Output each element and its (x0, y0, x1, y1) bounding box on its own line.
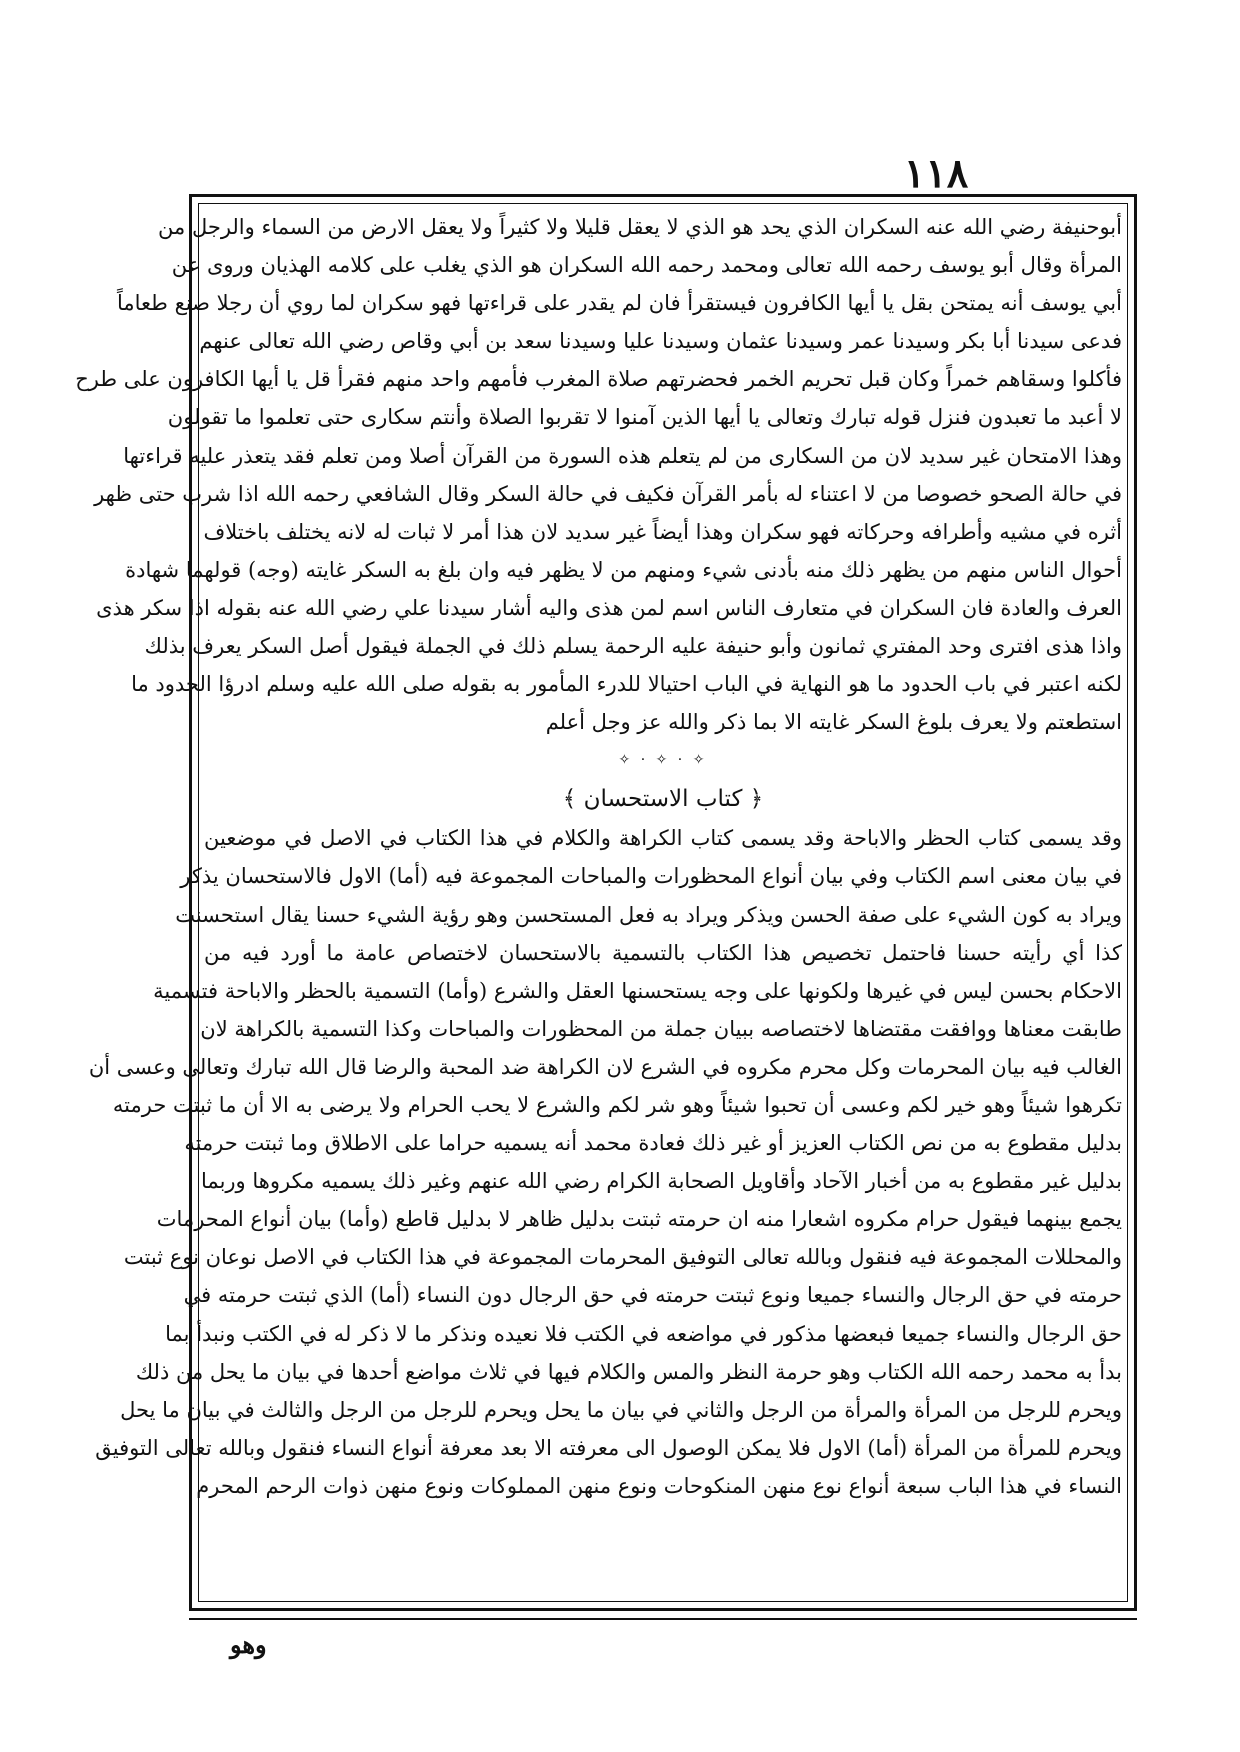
text-line: في بيان معنى اسم الكتاب وفي بيان أنواع المحظورات والمباحات المجموعة فيه (أما) الاول فالاستحسان يذكر (180, 864, 1122, 889)
text-line: في حالة الصحو خصوصا من لا اعتناء له بأمر القرآن فكيف في حالة السكر وقال الشافعي رحمه الله اذا شرب حتى ظهر (94, 481, 1122, 506)
text-line: بدليل غير مقطوع به من أخبار الآحاد وأقاويل الصحابة الكرام رضي الله عنهم وغير ذلك يسميه مكروها وربما (201, 1169, 1122, 1194)
text-line: استطعتم ولا يعرف بلوغ السكر غايته الا بما ذكر والله عز وجل أعلم (545, 710, 1122, 735)
text-line: فدعى سيدنا أبا بكر وسيدنا عمر وسيدنا عثمان وسيدنا عليا وسيدنا سعد بن أبي وقاص رضي الله تعالى عنهم (199, 329, 1122, 354)
text-line: والمحللات المجموعة فيه فنقول وبالله تعالى التوفيق المحرمات المجموعة في هذا الكتاب في الاصل نوعان نوع ثبتت (123, 1245, 1122, 1270)
text-line: لكنه اعتبر في باب الحدود ما هو النهاية في الباب احتيالا للدرء المأمور به بقوله صلى الله عليه وسلم ادرؤا الحدود ما (131, 672, 1122, 697)
text-line: يجمع بينهما فيقول حرام مكروه اشعارا منه ان حرمته ثبتت بدليل ظاهر لا بدليل قاطع (وأما) بيان أنواع المحرمات (156, 1207, 1122, 1232)
ornament-divider: ✧ · ✧ · ✧ (618, 752, 708, 769)
text-line: أحوال الناس منهم من يظهر ذلك منه بأدنى شيء ومنهم من لا يظهر فيه وان بلغ به السكر غايته (وجه) قولهما شهادة (125, 557, 1122, 582)
text-line: كذا أي رأيته حسنا فاحتمل تخصيص هذا الكتاب بالتسمية بالاستحسان لاختصاص عامة ما أورد فيه من (204, 940, 1122, 965)
text-line: الاحكام بحسن ليس في غيرها ولكونها على وجه يستحسنها العقل والشرع (وأما) التسمية بالحظر والاباحة فتسمية (153, 978, 1122, 1003)
text-line: لا أعبد ما تعبدون فنزل قوله تبارك وتعالى يا أيها الذين آمنوا لا تقربوا الصلاة وأنتم سكارى حتى تعلموا ما تقولون (167, 405, 1122, 430)
text-line: بدأ به محمد رحمه الله الكتاب وهو حرمة النظر والمس والكلام فيها في ثلاث مواضع أحدها في بيان ما يحل من ذلك (135, 1359, 1122, 1384)
text-line: تكرهوا شيئاً وهو خير لكم وعسى أن تحبوا شيئاً وهو شر لكم والشرع لا يحب الحرام ولا يرضى به الا أن ما ثبتت حرمته (112, 1092, 1122, 1117)
text-line: أبوحنيفة رضي الله عنه السكران الذي يحد هو الذي لا يعقل قليلا ولا كثيراً ولا يعقل الارض من السماء والرجل من (158, 215, 1122, 239)
text-line: ويحرم للمرأة من المرأة (أما) الاول فلا يمكن الوصول الى معرفته الا بعد معرفة أنواع النساء فنقول وبالله تعالى التوفيق (95, 1435, 1122, 1460)
text-line: واذا هذى افترى وحد المفتري ثمانون وأبو حنيفة عليه الرحمة يسلم ذلك في الجملة فيقول أصل السكر يعرف بذلك (144, 634, 1122, 659)
text-line: وقد يسمى كتاب الحظر والاباحة وقد يسمى كتاب الكراهة والكلام في هذا الكتاب في الاصل في موضعين (204, 826, 1122, 851)
text-line: النساء في هذا الباب سبعة أنواع نوع منهن المنكوحات ونوع منهن المملوكات ونوع منهن ذوات الرحم المحرم (196, 1473, 1122, 1498)
text-line: الغالب فيه بيان المحرمات وكل محرم مكروه في الشرع لان الكراهة ضد المحبة والرضا قال الله تبارك وتعالى وعسى أن (88, 1054, 1122, 1079)
bottom-rule (189, 1618, 1137, 1620)
text-line: فأكلوا وسقاهم خمراً وكان قبل تحريم الخمر فحضرتهم صلاة المغرب فأمهم واحد منهم فقرأ قل يا أيها الكافرون على طرح (75, 367, 1122, 392)
page-number: ١١٨ (903, 150, 969, 197)
text-line: بدليل مقطوع به من نص الكتاب العزيز أو غير ذلك فعادة محمد أنه يسميه حراما على الاطلاق وما ثبتت حرمته (184, 1131, 1122, 1156)
text-line: وهذا الامتحان غير سديد لان من السكارى من لم يتعلم هذه السورة من القرآن أصلا ومن تعلم فقد يتعذر عليه قراءتها (123, 443, 1122, 468)
body-text (75, 208, 1122, 1505)
text-line: المرأة وقال أبو يوسف رحمه الله تعالى ومحمد رحمه الله السكران هو الذي يغلب على كلامه الهذيان وروى عن (171, 253, 1122, 278)
text-line: حرمته في حق الرجال والنساء جميعا ونوع ثبتت حرمته في حق الرجال دون النساء (أما) الذي ثبتت حرمته في (183, 1283, 1122, 1308)
text-line: حق الرجال والنساء جميعا فبعضها مذكور في مواضعه في الكتب فلا نعيده ونذكر ما لا ذكر له في الكتب ونبدأ بما (165, 1321, 1122, 1346)
section-title: ﴿ كتاب الاستحسان ﴾ (562, 786, 764, 813)
text-line: أبي يوسف أنه يمتحن بقل يا أيها الكافرون فيستقرأ فان لم يقدر على قراءتها فهو سكران لما روي أن رجلا صنع طعاماً (117, 291, 1122, 316)
text-line: طابقت معناها ووافقت مقتضاها لاختصاصه ببيان جملة من المحظورات والمباحات وكذا التسمية بالكراهة لان (200, 1016, 1122, 1041)
text-line: العرف والعادة فان السكران في متعارف الناس اسم لمن هذى واليه أشار سيدنا علي رضي الله عنه بقوله اذا سكر هذى (96, 595, 1122, 620)
text-line: ويحرم للرجل من المرأة والمرأة من الرجل والثاني في بيان ما يحل ويحرم للرجل من الرجل والثالث في بيان ما يحل (120, 1397, 1122, 1422)
text-line: ويراد به كون الشيء على صفة الحسن ويذكر ويراد به فعل المستحسن وهو رؤية الشيء حسنا يقال استحسنت (175, 902, 1122, 927)
text-line: أثره في مشيه وأطرافه وحركاته فهو سكران وهذا أيضاً غير سديد لان هذا أمر لا ثبات له لانه يختلف باختلاف (203, 519, 1122, 544)
catchword: وهو (230, 1630, 267, 1659)
